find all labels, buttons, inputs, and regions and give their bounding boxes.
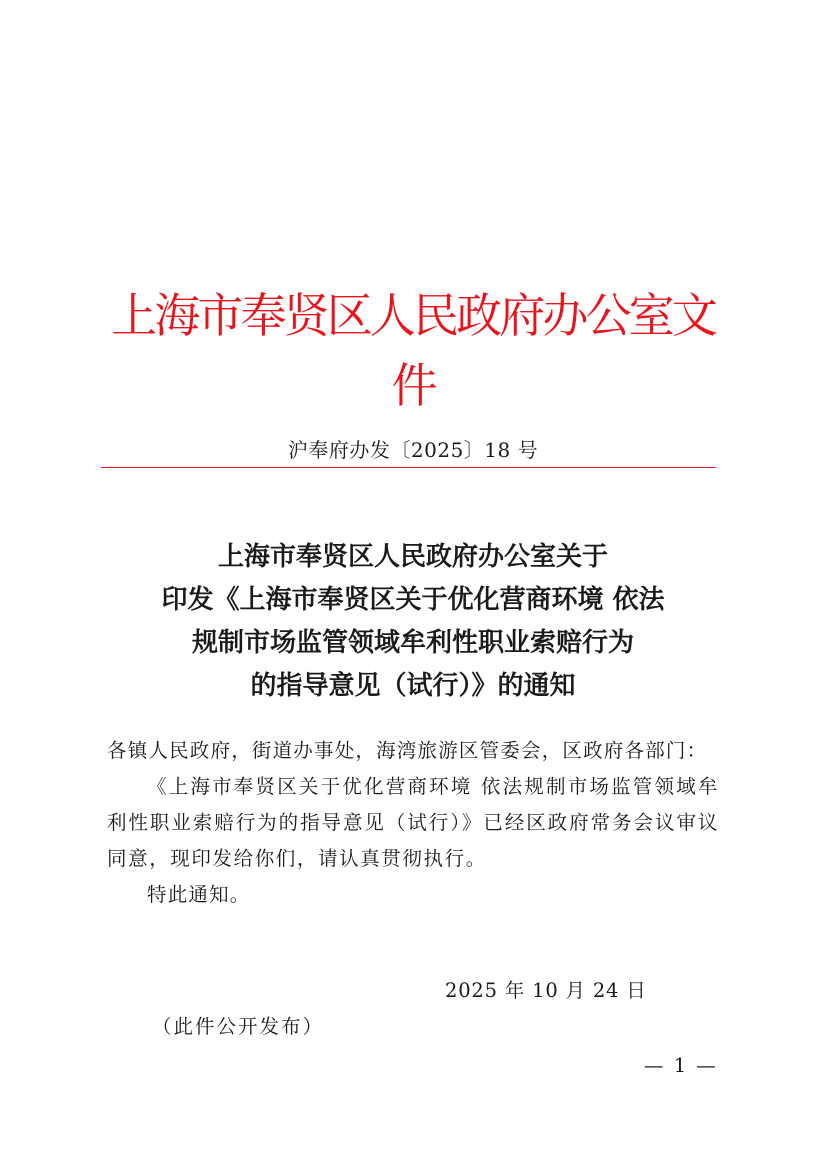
closing-remark: 特此通知。 [147,883,251,906]
body-paragraph: 《上海市奉贤区关于优化营商环境 依法规制市场监管领域牟利性职业索赔行为的指导意见（试行）》已经区政府常务会议审议同意，现印发给你们，请认真贯彻执行。 [107,775,719,870]
title-line: 的指导意见（试行）》的通知 [250,671,576,701]
title-line: 规制市场监管领域牟利性职业索赔行为 [191,628,634,658]
salutation: 各镇人民政府，街道办事处，海湾旅游区管委会，区政府各部门： [107,739,708,762]
disclosure-note: （此件公开发布） [152,1015,325,1038]
title-line: 印发《上海市奉贤区关于优化营商环境 依法 [161,585,665,615]
document-title [100,536,726,708]
document-number: 沪奉府办发〔2025〕18 号 [287,438,539,462]
masthead-title: 上海市奉贤区人民政府办公室文件 [111,289,715,414]
page-number: — 1 — [644,1054,718,1077]
issue-date: 2025 年 10 月 24 日 [445,979,647,1002]
red-divider-line [101,467,716,468]
title-line: 上海市奉贤区人民政府办公室关于 [217,542,608,572]
